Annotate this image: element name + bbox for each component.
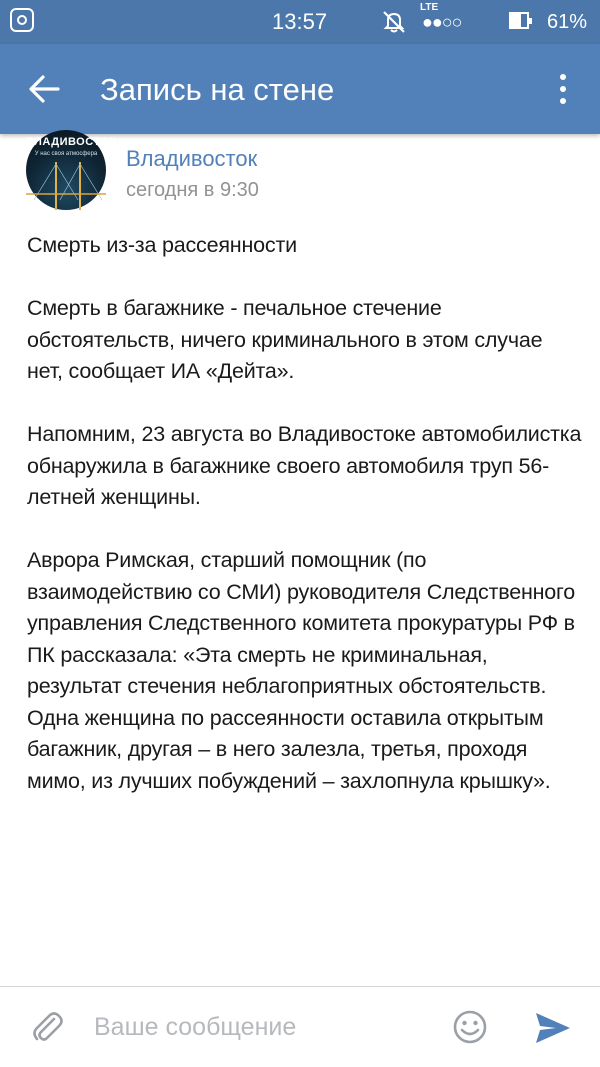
app-bar [0,44,600,134]
post-paragraph: Смерть в багажнике - печальное стечение обстоятельств, ничего криминального в этом случае нет, сообщает ИА «Дейта». [27,296,543,383]
send-icon[interactable] [534,1011,572,1045]
mute-icon [380,8,408,36]
status-bar [0,0,600,44]
status-time: 13:57 [272,9,328,34]
message-composer [0,986,600,1067]
post-paragraph: Напомним, 23 августа во Владивостоке автомобилистка обнаружила в багажнике своего автомобиля труп 56-летней женщины. [27,422,582,509]
battery-percent: 61% [547,11,588,33]
post-date: сегодня в 9:30 [126,179,259,201]
avatar[interactable] [26,130,117,210]
network-type: LTE [420,2,439,13]
camera-icon [10,8,34,32]
avatar-logo-text: ВЛАДИВОСТОК [26,136,117,148]
post-paragraph: Смерть из-за рассеянности [27,233,297,257]
post-author-link[interactable]: Владивосток [126,146,258,171]
post-text [27,230,582,829]
back-arrow-icon[interactable] [26,71,62,107]
smile-icon[interactable] [452,1009,488,1045]
page-title: Запись на стене [100,72,335,107]
battery-icon [509,12,529,29]
signal-indicator: ●●○○ [422,12,462,32]
more-vertical-icon[interactable] [548,70,578,108]
paperclip-icon[interactable] [30,1009,64,1045]
bridge-picture [26,130,117,210]
avatar-logo-subtitle: У нас своя атмосфера [34,151,98,157]
message-input[interactable] [94,1009,434,1045]
post-paragraph: Аврора Римская, старший помощник (по взаимодействию со СМИ) руководителя Следственного управления Следственного комитета прокуратуры РФ в ПК рассказала: «Эта смерть не криминальная, результат стечения неблагоприятных обстоятельств. Одна женщина по рассеянности оставила открытым багажник, другая – в него залезла, третья, проходя мимо, из лучших побуждений – захлопнула крышку». [27,548,575,793]
